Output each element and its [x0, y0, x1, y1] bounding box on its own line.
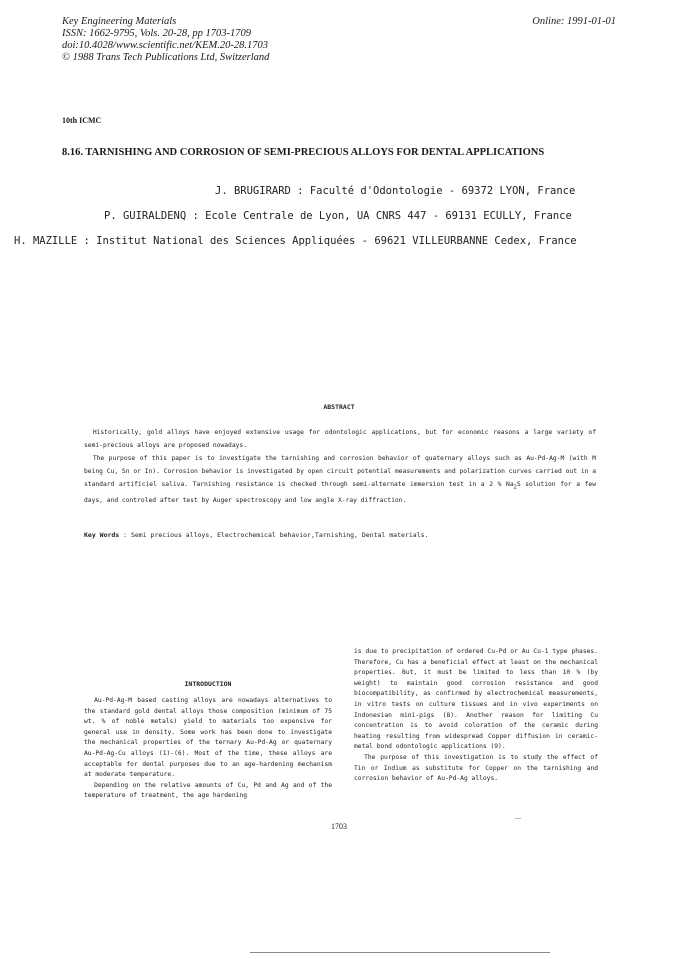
abstract-body: [84, 426, 596, 507]
author-line: H. MAZILLE : Institut National des Sciences Appliquées - 69621 VILLEURBANNE Cedex, France: [14, 235, 577, 247]
scan-mark: [515, 818, 521, 819]
body-paragraph: The purpose of this investigation is to study the effect of Tin or Indium as substitute for Copper on the tarnishing and corrosion behavior of Au-Pd-Ag alloys.: [354, 753, 598, 783]
abstract-text: The purpose of this paper is to investigate the tarnishing and corrosion behavior of quaternary alloys such as Au-Pd-Ag-M (with M being Cu, Sn or In). Corrosion behavior is investigated by open circuit potential measurements and polarization curves carried out in a standard artificiel saliva. Tarnishing resistance is checked through semi-alternate immersion test in a 2 % Na: [84, 455, 596, 488]
journal-name: Key Engineering Materials: [62, 16, 177, 27]
keywords: [84, 531, 428, 539]
page-number: 1703: [331, 822, 347, 831]
bottom-rule: [250, 952, 550, 953]
body-paragraph: Depending on the relative amounts of Cu, Pd and Ag and of the temperature of treatment, the age hardening: [84, 781, 332, 800]
abstract-text: S solution for a few days, and controled after test by Auger spectroscopy and low angle X-ray diffraction.: [84, 481, 596, 505]
paper-title: 8.16. TARNISHING AND CORROSION OF SEMI-PRECIOUS ALLOYS FOR DENTAL APPLICATIONS: [62, 147, 545, 158]
abstract-heading: ABSTRACT: [323, 403, 355, 411]
left-column: [84, 696, 332, 802]
online-date: Online: 1991-01-01: [532, 16, 616, 27]
abstract-paragraph: Historically, gold alloys have enjoyed extensive usage for odontologic applications, but for economic reasons a large variety of semi-precious alloys are proposed nowadays.: [84, 429, 596, 449]
subscript: 2: [513, 484, 517, 491]
keywords-label: Key Words: [84, 531, 120, 539]
abstract-paragraph: [84, 452, 596, 507]
doi-line: doi:10.4028/www.scientific.net/KEM.20-28.1703: [62, 40, 268, 51]
introduction-heading: INTRODUCTION: [184, 680, 232, 688]
issn-line: ISSN: 1662-9795, Vols. 20-28, pp 1703-1709: [62, 28, 251, 39]
citation-header: [62, 16, 269, 64]
author-line: P. GUIRALDENQ : Ecole Centrale de Lyon, UA CNRS 447 - 69131 ECULLY, France: [104, 210, 572, 222]
conference-label: 10th ICMC: [62, 116, 102, 125]
copyright-line: © 1988 Trans Tech Publications Ltd, Switzerland: [62, 52, 270, 63]
body-paragraph: is due to precipitation of ordered Cu-Pd or Au Cu-1 type phases. Therefore, Cu has a beneficial effect at least on the mechanical properties. But, it must be limited to less than 10 % (by weight) to maintain good corrosion resistance and good biocompatibility, as confirmed by electrochemical measurements, in vitro tests on culture tissues and in vivo experiments on Indonesian mini-pigs (8). Another reason for limiting Cu concentration is to avoid coloration of the ceramic during heating resulting from widespread Copper diffusion in ceramic-metal bond odontologic applications (9).: [354, 648, 598, 751]
keywords-text: : Semi precious alloys, Electrochemical behavior,Tarnishing, Dental materials.: [123, 531, 429, 539]
author-line: J. BRUGIRARD : Faculté d'Odontologie - 69372 LYON, France: [215, 185, 576, 197]
right-column: [354, 647, 598, 785]
body-paragraph: Au-Pd-Ag-M based casting alloys are nowadays alternatives to the standard gold dental alloys those composition (minimum of 75 wt. % of noble metals) yield to materials too expensive for general use in density. Some work has been done to investigate the mechanical properties of the ternary Au-Pd-Ag or quaternary Au-Pd-Ag-Cu alloys (1)-(6). Most of the time, these alloys are acceptable for dental purposes due to an age-hardening mechanism at moderate temperature.: [84, 697, 332, 779]
